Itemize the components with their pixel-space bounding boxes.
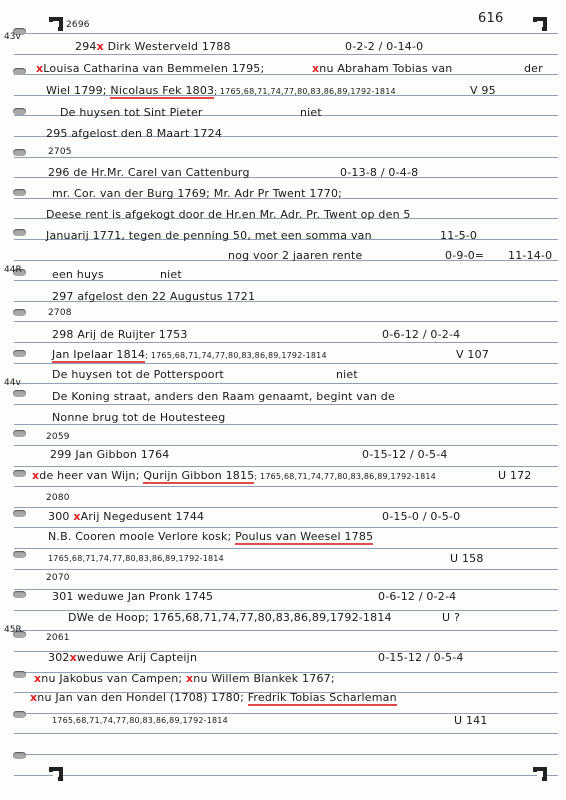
x-mark-icon: x: [73, 510, 81, 523]
ruled-line: [14, 157, 558, 158]
ruled-line: [14, 569, 558, 570]
corner-mark-icon: [532, 766, 548, 782]
entry-header: 2705: [48, 147, 72, 157]
x-mark-icon: x: [69, 651, 77, 664]
entry-number: 302: [48, 651, 70, 664]
entry-name: Arij de Ruijter 1753: [77, 328, 188, 341]
underlined-name: Poulus van Weesel 1785: [235, 530, 374, 543]
binder-hole: [13, 510, 26, 517]
binder-hole: [13, 551, 26, 558]
x-mark-icon: x: [32, 469, 40, 482]
entry-line: [50, 448, 170, 462]
entry-number: 296: [48, 166, 70, 179]
entry-amounts: 0-13-8 / 0-4-8: [340, 166, 419, 179]
binder-hole: [13, 470, 26, 477]
entry-text: N.B. Cooren moole Verlore kosk;: [48, 530, 232, 543]
ruled-line: [14, 342, 558, 343]
corner-mark-icon: [48, 766, 64, 782]
ruled-line: [14, 466, 558, 467]
year-list: 1765,68,71,74,77,80,83,86,89,1792-1814: [48, 554, 224, 563]
location-text: een huys: [52, 268, 104, 281]
ruled-line: [14, 527, 558, 528]
owner-name: Louisa Catharina van Bemmelen 1795;: [43, 62, 265, 75]
ruled-line: [14, 733, 558, 734]
binder-hole: [13, 752, 26, 759]
ruled-line: [14, 363, 558, 364]
entry-text: mr. Cor. van der Burg 1769; Mr. Adr Pr Twent 1770;: [52, 187, 343, 200]
ruled-line: [14, 445, 558, 446]
binder-hole: [13, 189, 26, 196]
entry-amounts: 0-15-12 / 0-5-4: [378, 651, 464, 664]
entry-line: [52, 328, 188, 342]
entry-number: 298: [52, 328, 74, 341]
entry-line: [34, 672, 335, 686]
entry-text: der: [524, 62, 543, 75]
ruled-line: [14, 404, 558, 405]
binder-hole: [13, 390, 26, 397]
entry-number: 300: [48, 510, 70, 523]
entry-header: 2696: [66, 20, 90, 30]
ruled-line: [14, 383, 558, 384]
x-mark-icon: x: [186, 672, 194, 685]
owner-name: nu Abraham Tobias van: [319, 62, 453, 75]
year-list: ; 1765,68,71,74,77,80,83,86,89,1792-1814: [214, 87, 396, 96]
x-mark-icon: x: [96, 40, 104, 53]
underlined-name: Jan Ipelaar 1814: [52, 348, 146, 361]
owner-name: nu Jan van den Hondel (1708) 1780;: [37, 691, 244, 704]
binder-hole: [13, 68, 26, 75]
entry-number: 299: [50, 448, 72, 461]
entry-line: [48, 510, 204, 524]
x-mark-icon: x: [312, 62, 320, 75]
entry-line: [52, 348, 327, 363]
location-text: De huysen tot Sint Pieter: [60, 106, 203, 119]
ruled-line: [14, 630, 558, 631]
page-number: 616: [478, 11, 504, 26]
entry-header: 2070: [46, 573, 70, 583]
binder-hole: [13, 711, 26, 718]
x-mark-icon: x: [30, 691, 38, 704]
margin-note: 43v: [4, 32, 21, 42]
entry-line: [46, 84, 396, 99]
amount-total: 11-14-0: [508, 249, 553, 262]
ruled-line: [14, 507, 558, 508]
entry-text: De Koning straat, anders den Raam genaamt, begint van de: [52, 390, 395, 403]
entry-text: afgelost den 8 Maart 1724: [71, 127, 223, 140]
margin-note: 44v: [4, 378, 21, 388]
owner-name: Wiel 1799;: [46, 84, 107, 97]
status-text: niet: [336, 368, 358, 381]
entry-amounts: 0-15-0 / 0-5-0: [382, 510, 461, 523]
corner-mark-icon: [532, 16, 548, 32]
year-list: 1765,68,71,74,77,80,83,86,89,1792-1814: [52, 716, 228, 725]
binder-hole: [13, 309, 26, 316]
binder-hole: [13, 229, 26, 236]
ruled-line: [14, 775, 558, 776]
reference: U 141: [454, 714, 488, 727]
underlined-name: Nicolaus Fek 1803: [110, 84, 215, 97]
binder-hole: [13, 591, 26, 598]
x-mark-icon: x: [36, 62, 44, 75]
entry-number: 295: [46, 127, 68, 140]
underlined-name: Fredrik Tobias Scharleman: [247, 691, 397, 704]
x-mark-icon: x: [34, 672, 42, 685]
year-list: ; 1765,68,71,74,77,80,83,86,89,1792-1814: [254, 472, 436, 481]
owner-name: de heer van Wijn;: [39, 469, 140, 482]
margin-note: 44R: [4, 265, 22, 275]
binder-hole: [13, 149, 26, 156]
status-text: niet: [160, 268, 182, 281]
amount: 11-5-0: [440, 229, 478, 242]
entry-header: 2080: [46, 493, 70, 503]
entry-number: 297: [52, 290, 74, 303]
entry-text: DWe de Hoop; 1765,68,71,74,77,80,83,86,89,1792-1814: [68, 611, 392, 624]
entry-header: 2061: [46, 633, 70, 643]
entry-text: nog voor 2 jaaren rente: [228, 249, 363, 262]
entry-amounts: 0-15-12 / 0-5-4: [362, 448, 448, 461]
entry-amounts: 0-6-12 / 0-2-4: [378, 590, 457, 603]
entry-line: [36, 62, 264, 76]
entry-number: 294: [75, 40, 97, 53]
entry-header: 2059: [46, 432, 70, 442]
entry-amounts: 0-2-2 / 0-14-0: [345, 40, 424, 53]
location-text: De huysen tot de Potterspoort: [52, 368, 224, 381]
reference: U ?: [442, 611, 460, 624]
entry-line: [52, 290, 255, 304]
entry-line: [312, 62, 452, 76]
entry-name: Arij Negedusent 1744: [80, 510, 205, 523]
entry-name: Jan Gibbon 1764: [75, 448, 170, 461]
entry-name: de Hr.Mr. Carel van Cattenburg: [73, 166, 250, 179]
entry-text: Deese rent is afgekogt door de Hr.en Mr. Adr. Pr. Twent op den 5: [46, 208, 411, 221]
year-list: ; 1765,68,71,74,77,80,83,86,89,1792-1814: [145, 351, 327, 360]
ruled-line: [14, 321, 558, 322]
owner-name: nu Jakobus van Campen;: [41, 672, 183, 685]
reference: U 158: [450, 552, 484, 565]
entry-number: 301: [52, 590, 74, 603]
ruled-line: [14, 54, 558, 55]
entry-text: afgelost den 22 Augustus 1721: [77, 290, 256, 303]
owner-name: nu Willem Blankek 1767;: [193, 672, 335, 685]
margin-note: 45R: [4, 625, 22, 635]
underlined-name: Qurijn Gibbon 1815: [143, 469, 255, 482]
entry-header: 2708: [48, 308, 72, 318]
entry-line: [48, 651, 197, 665]
binder-hole: [13, 671, 26, 678]
entry-line: [75, 40, 231, 54]
binder-hole: [13, 108, 26, 115]
entry-name: Dirk Westerveld 1788: [107, 40, 231, 53]
ruled-line: [14, 33, 558, 34]
binder-hole: [13, 430, 26, 437]
entry-line: [30, 691, 397, 705]
binder-hole: [13, 350, 26, 357]
entry-name: weduwe Jan Pronk 1745: [77, 590, 214, 603]
entry-text: Nonne brug tot de Houtesteeg: [52, 411, 226, 424]
entry-line: [46, 127, 222, 141]
entry-line: [48, 166, 250, 180]
entry-line: [32, 469, 436, 484]
reference: V 107: [456, 348, 490, 361]
entry-line: [48, 530, 373, 544]
entry-text: Januarij 1771, tegen de penning 50, met een somma van: [46, 229, 372, 242]
entry-line: [52, 590, 213, 604]
corner-mark-icon: [48, 16, 64, 32]
ruled-line: [14, 486, 558, 487]
reference: V 95: [470, 84, 496, 97]
entry-amounts: 0-6-12 / 0-2-4: [382, 328, 461, 341]
ruled-line: [14, 548, 558, 549]
status-text: niet: [300, 106, 322, 119]
ruled-line: [14, 754, 558, 755]
amount: 0-9-0=: [445, 249, 485, 262]
entry-name: weduwe Arij Capteijn: [76, 651, 198, 664]
reference: U 172: [498, 469, 532, 482]
